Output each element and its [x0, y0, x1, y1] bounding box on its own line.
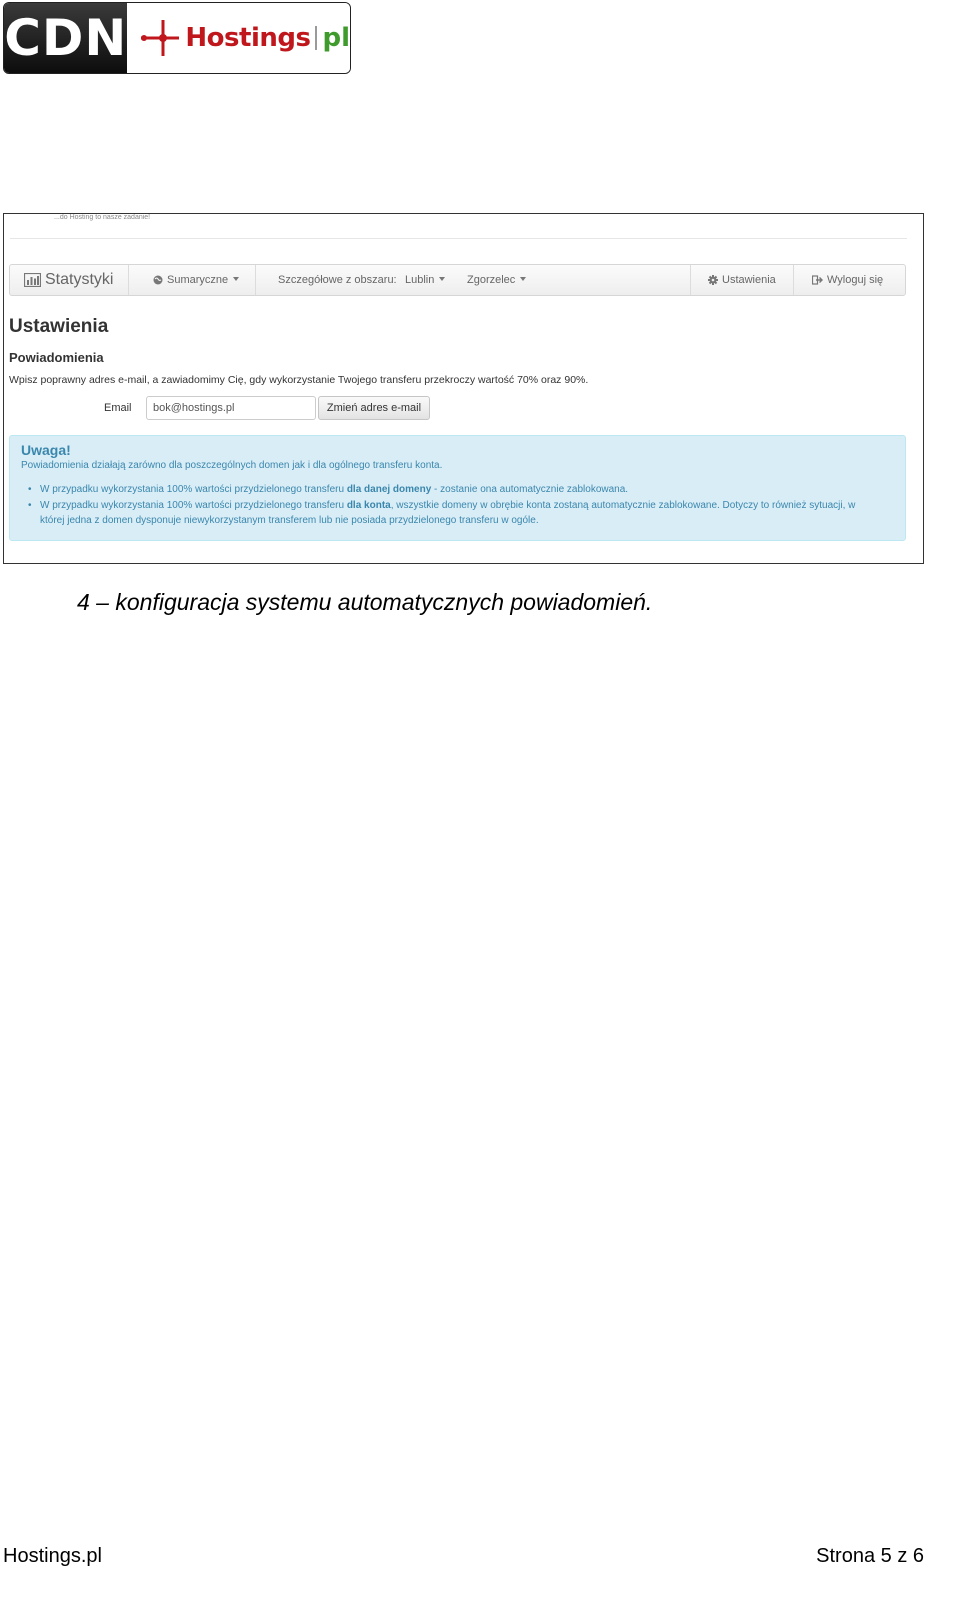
- header-divider: [10, 238, 907, 239]
- bar-chart-icon: [24, 273, 41, 287]
- caret-down-icon: [439, 277, 445, 281]
- section-title: Powiadomienia: [9, 350, 104, 365]
- caret-down-icon: [520, 277, 526, 281]
- nav-divider: [128, 265, 129, 295]
- change-email-button[interactable]: Zmień adres e-mail: [318, 396, 430, 420]
- logo-brand-word: Hostings: [185, 23, 311, 53]
- nav-summary-dropdown[interactable]: [153, 265, 239, 295]
- nav-logout-label: Wyloguj się: [827, 274, 884, 286]
- warning-alert: [9, 435, 906, 541]
- nav-region-zgorzelec-label: Zgorzelec: [467, 274, 516, 286]
- alert-item-emphasis: dla danej domeny: [346, 484, 432, 495]
- settings-screenshot: [3, 213, 924, 564]
- nav-brand[interactable]: [24, 265, 113, 295]
- nav-divider: [255, 265, 256, 295]
- alert-list: [21, 482, 881, 529]
- caret-down-icon: [233, 277, 239, 281]
- nav-logout-link[interactable]: [812, 265, 883, 295]
- notification-intro-text: Wpisz poprawny adres e-mail, a zawiadomimy Cię, gdy wykorzystanie Twojego transferu przekroczy wartość 70% oraz 90%.: [9, 374, 589, 386]
- logo-brand-tld: pl: [322, 23, 350, 53]
- logo-cross-icon: [141, 18, 179, 58]
- logo-separator: [315, 26, 317, 50]
- footer-company: Hostings.pl: [3, 1545, 102, 1567]
- logo-hostings: [127, 3, 350, 73]
- list-item: [21, 482, 881, 498]
- nav-divider: [690, 265, 691, 295]
- logout-icon: [812, 275, 823, 285]
- email-label: Email: [104, 402, 132, 414]
- nav-region-lublin-dropdown[interactable]: [405, 265, 445, 295]
- alert-text: Powiadomienia działają zarówno dla poszczególnych domen jak i dla ogólnego transferu konta.: [21, 460, 443, 471]
- alert-item-text: W przypadku wykorzystania 100% wartości przydzielonego transferu: [40, 484, 347, 495]
- alert-title: Uwaga!: [21, 442, 71, 458]
- alert-item-text: - zostanie ona automatycznie zablokowana.: [431, 484, 629, 495]
- top-navbar: [9, 264, 906, 296]
- nav-brand-label: Statystyki: [45, 271, 114, 288]
- alert-item-text: , wszystkie domeny w obrębie konta zostaną automatycznie zablokowane. Dotyczy to również sytuacji, w której jedna z domen dysponuje niewykorzystanym transferem lub nie posiada przydzielonego transferu w ogóle.: [40, 499, 856, 526]
- nav-region-zgorzelec-dropdown[interactable]: [467, 265, 526, 295]
- nav-summary-label: Sumaryczne: [167, 274, 229, 286]
- alert-item-text: W przypadku wykorzystania 100% wartości przydzielonego transferu: [40, 499, 347, 511]
- nav-detail-prefix: [278, 265, 397, 295]
- company-logo: [3, 2, 351, 74]
- nav-settings-link[interactable]: [708, 265, 776, 295]
- page-title: Ustawienia: [9, 316, 109, 337]
- nav-divider: [793, 265, 794, 295]
- footer-page-number: Strona 5 z 6: [816, 1545, 924, 1567]
- alert-item-emphasis: dla konta: [346, 499, 391, 511]
- globe-icon: [153, 275, 163, 285]
- nav-region-lublin-label: Lublin: [405, 274, 435, 286]
- logo-cdn-text: CDN: [4, 3, 127, 73]
- site-tagline: ...do Hosting to nasze zadanie!: [54, 214, 151, 221]
- email-field[interactable]: [146, 396, 316, 420]
- list-item: [21, 498, 881, 529]
- nav-settings-label: Ustawienia: [722, 274, 776, 286]
- nav-detail-prefix-label: Szczegółowe z obszaru:: [278, 274, 397, 286]
- figure-caption: 4 – konfiguracja systemu automatycznych powiadomień.: [77, 589, 653, 615]
- gear-icon: [708, 275, 718, 285]
